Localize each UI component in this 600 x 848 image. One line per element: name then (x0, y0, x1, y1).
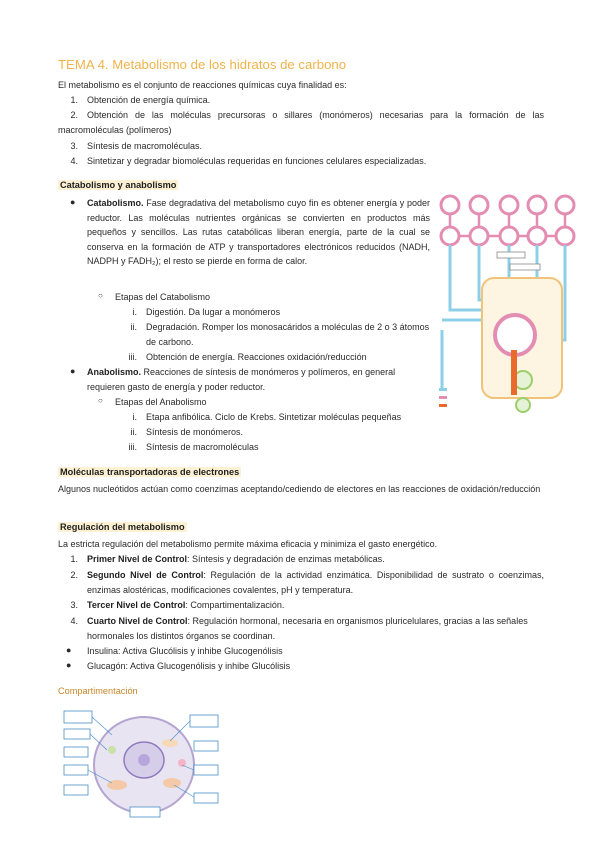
catabolismo-stage-3: iii. Obtención de energía. Reacciones oxidación/reducción (128, 352, 367, 362)
bullet-icon: ● (70, 197, 76, 207)
catabolismo-stage-2: Degradación. Romper los monosacáridos a moléculas de 2 o 3 átomos de carbono. (146, 322, 430, 347)
section-heading-regulacion: Regulación del metabolismo (60, 522, 185, 532)
anabolismo-stage-1: i. Etapa anfibólica. Ciclo de Krebs. Sintetizar moléculas pequeñas (132, 412, 402, 422)
transportadores-text: Algunos nucleótidos actúan como coenzimas aceptando/cediendo de electores en las reacciones de oxidación/reducción (58, 484, 541, 494)
cell-compartments-figure (62, 705, 220, 823)
catabolismo-stages-title: Etapas del Catabolismo (115, 292, 211, 302)
anabolismo-stage-3: iii. Síntesis de macromoléculas (128, 442, 259, 452)
circle-bullet-icon: ○ (98, 291, 103, 300)
intro-item-4: 4. Sintetizar y degradar biomoléculas requeridas en funciones celulares especializadas. (70, 156, 427, 166)
page-title: TEMA 4. Metabolismo de los hidratos de carbono (58, 57, 347, 72)
catabolismo-stage-1: i. Digestión. Da lugar a monómeros (132, 307, 281, 317)
catabolismo-stage-2-num: ii. (130, 322, 137, 332)
regulacion-lead: La estricta regulación del metabolismo permite máxima eficacia y minimiza el gasto energético. (58, 539, 438, 549)
bullet-icon: ● (66, 660, 72, 670)
regulacion-level-4-num: 4. (70, 616, 78, 626)
section-heading-transportadores: Moléculas transportadoras de electrones (60, 467, 240, 477)
regulacion-level-2: Segundo Nivel de Control: Regulación de la actividad enzimática. Disponibilidad de sustrato o coenzimas, enzimas alostéricas, modificaciones covalentes, pH y temperatura. (87, 570, 544, 595)
catabolismo-paragraph: Catabolismo. Fase degradativa del metabolismo cuyo fin es obtener energía y poder reductor. Las moléculas nutrientes orgánicas se convierten en productos más pequeños y sencillos. Las rutas catabólicas liberan energía, parte de la cual se conserva en la formación de ATP y transportadores electrónicos reducidos (NADH, NADPH y FADH₂); el resto se pierde en forma de calor. (87, 198, 430, 267)
regulacion-level-1: 1. Primer Nivel de Control: Síntesis y degradación de enzimas metabólicas. (70, 554, 385, 564)
intro-lead: El metabolismo es el conjunto de reacciones químicas cuya finalidad es: (58, 80, 347, 90)
anabolismo-stages-title: Etapas del Anabolismo (115, 397, 207, 407)
anabolismo-paragraph: Anabolismo. Reacciones de síntesis de monómeros y polímeros, en general requieren gasto de energía y poder reductor. (87, 367, 396, 392)
regulacion-level-4: Cuarto Nivel de Control: Regulación hormonal, necesaria en organismos pluricelulares, gracias a las señales hormonales los distintos órganos se coordinan. (87, 616, 528, 641)
section-heading-catabolismo: Catabolismo y anabolismo (60, 180, 177, 190)
bullet-icon: ● (66, 645, 72, 655)
anabolismo-stage-2: ii. Síntesis de monómeros. (130, 427, 244, 437)
bullet-icon: ● (70, 366, 76, 376)
intro-item-2: 2. Obtención de las moléculas precursoras o sillares (monómeros) necesarias para la formación de las macromoléculas (polímeros) (58, 110, 544, 135)
regulacion-level-2-num: 2. (70, 570, 78, 580)
glucagon-bullet: Glucagón: Activa Glucogenólisis y inhibe Glucólisis (87, 661, 291, 671)
intro-item-1: 1. Obtención de energía química. (70, 95, 211, 105)
intro-item-3: 3. Síntesis de macromoléculas. (70, 141, 203, 151)
section-heading-compartimentacion: Compartimentación (58, 686, 138, 696)
metabolism-pathway-figure (437, 190, 582, 420)
circle-bullet-icon: ○ (98, 396, 103, 405)
regulacion-level-3: 3. Tercer Nivel de Control: Compartimentalización. (70, 600, 285, 610)
insulina-bullet: Insulina: Activa Glucólisis y inhibe Glucogenólisis (87, 646, 283, 656)
